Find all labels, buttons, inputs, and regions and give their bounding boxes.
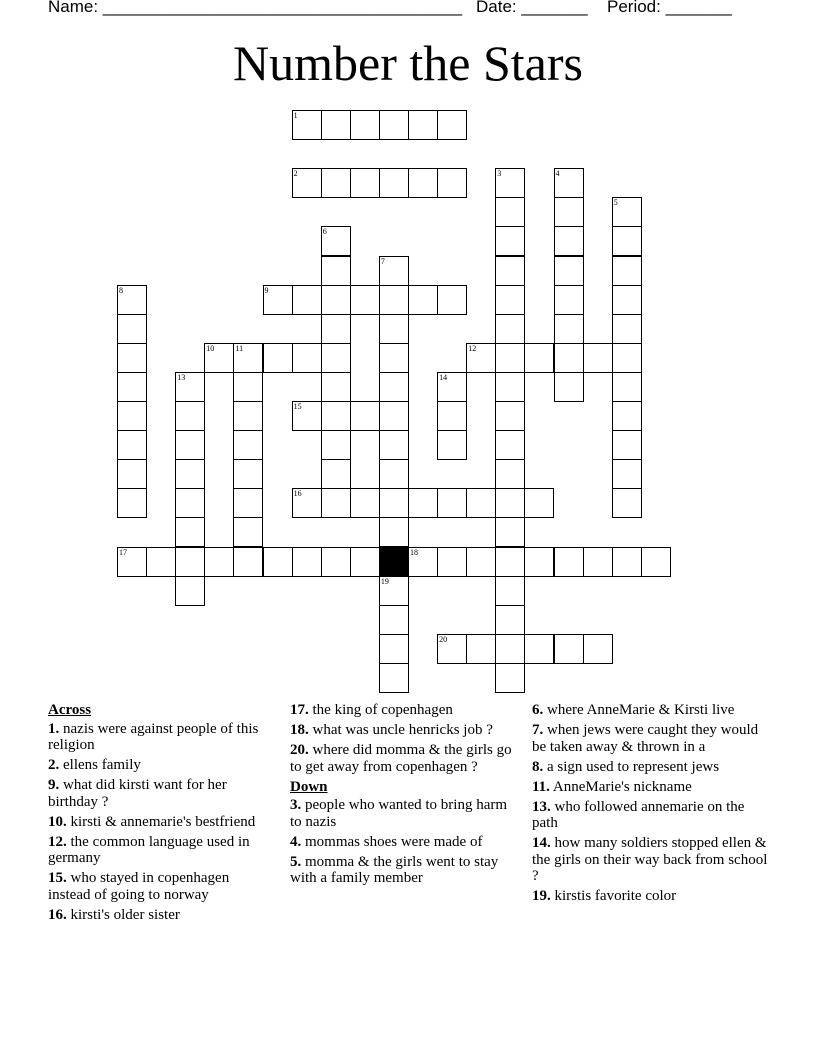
grid-cell[interactable]	[554, 314, 584, 344]
grid-cell[interactable]	[233, 372, 263, 402]
grid-cell[interactable]	[350, 547, 380, 577]
clue-number-14: 14	[439, 372, 448, 382]
grid-cell[interactable]	[117, 488, 147, 518]
grid-cell[interactable]	[495, 517, 525, 547]
grid-cell[interactable]	[495, 605, 525, 635]
clue-down-6: 6. where AnneMarie & Kirsti live	[532, 702, 735, 718]
clue-down-8: 8. a sign used to represent jews	[532, 758, 720, 775]
grid-cell[interactable]	[146, 547, 176, 577]
grid-cell[interactable]	[175, 488, 205, 518]
grid-cell[interactable]	[466, 547, 496, 577]
grid-cell[interactable]	[292, 343, 322, 373]
down-heading: Down	[290, 778, 328, 795]
grid-cell[interactable]	[408, 168, 438, 198]
grid-cell[interactable]	[321, 547, 351, 577]
grid-cell[interactable]	[321, 256, 351, 286]
grid-cell[interactable]	[612, 197, 642, 227]
grid-cell[interactable]	[117, 372, 147, 402]
grid-cell[interactable]	[292, 168, 322, 198]
grid-cell[interactable]	[379, 576, 409, 606]
grid-cell[interactable]	[175, 430, 205, 460]
clue-down-3: 3. people who wanted to bring harm to nazis	[290, 797, 508, 830]
clue-column-1	[48, 702, 268, 927]
grid-cell[interactable]	[437, 168, 467, 198]
clue-number-4: 4	[555, 169, 560, 179]
grid-cell[interactable]	[175, 459, 205, 489]
grid-cell[interactable]	[263, 343, 293, 373]
grid-cell[interactable]	[379, 430, 409, 460]
grid-cell[interactable]	[379, 256, 409, 286]
grid-cell[interactable]	[117, 547, 147, 577]
grid-cell[interactable]	[350, 168, 380, 198]
grid-cell[interactable]	[379, 110, 409, 140]
across-heading: Across	[48, 702, 92, 718]
clue-number-1: 1	[293, 111, 298, 120]
grid-cell[interactable]	[233, 547, 263, 577]
clue-number-2: 2	[293, 169, 298, 179]
grid-cell[interactable]	[117, 459, 147, 489]
clue-number-7: 7	[380, 256, 385, 266]
grid-cell[interactable]	[437, 547, 467, 577]
clue-number-16: 16	[293, 489, 302, 499]
clue-column-3	[532, 702, 772, 908]
grid-cell[interactable]	[263, 285, 293, 315]
grid-cell[interactable]	[408, 547, 438, 577]
grid-cell[interactable]	[495, 256, 525, 286]
grid-cell[interactable]	[495, 372, 525, 402]
grid-cell[interactable]	[233, 401, 263, 431]
grid-cell[interactable]	[495, 430, 525, 460]
grid-cell[interactable]	[495, 488, 525, 518]
period-field-label[interactable]: Period: _______	[607, 0, 732, 16]
grid-cell[interactable]	[495, 547, 525, 577]
clue-number-13: 13	[177, 372, 186, 382]
grid-cell[interactable]	[379, 314, 409, 344]
grid-cell[interactable]	[437, 372, 467, 402]
grid-cell[interactable]	[379, 459, 409, 489]
grid-cell[interactable]	[175, 517, 205, 547]
grid-cell[interactable]	[612, 343, 642, 373]
grid-cell[interactable]	[524, 488, 554, 518]
grid-cell[interactable]	[321, 168, 351, 198]
grid-cell[interactable]	[612, 401, 642, 431]
grid-cell[interactable]	[321, 372, 351, 402]
grid-cell[interactable]	[233, 343, 263, 373]
grid-cell[interactable]	[379, 285, 409, 315]
grid-cell[interactable]	[350, 285, 380, 315]
grid-cell[interactable]	[583, 547, 613, 577]
grid-cell[interactable]	[466, 488, 496, 518]
grid-cell[interactable]	[524, 547, 554, 577]
grid-cell[interactable]	[612, 372, 642, 402]
grid-cell[interactable]	[583, 343, 613, 373]
grid-cell[interactable]	[117, 285, 147, 315]
grid-cell[interactable]	[495, 634, 525, 664]
grid-cell[interactable]	[495, 343, 525, 373]
grid-cell[interactable]	[554, 372, 584, 402]
clue-across-16: 16. kirsti's older sister	[48, 906, 180, 923]
grid-black-cell	[379, 547, 409, 577]
grid-cell[interactable]	[379, 168, 409, 198]
grid-cell[interactable]	[612, 285, 642, 315]
grid-cell[interactable]	[321, 343, 351, 373]
grid-cell[interactable]	[495, 576, 525, 606]
grid-cell[interactable]	[554, 226, 584, 256]
clue-down-14: 14. how many soldiers stopped ellen & the girls on their way back from school ?	[532, 835, 768, 884]
clue-across-9: 9. what did kirsti want for her birthday ?	[48, 777, 227, 810]
grid-cell[interactable]	[437, 488, 467, 518]
grid-cell[interactable]	[263, 547, 293, 577]
grid-cell[interactable]	[437, 430, 467, 460]
grid-cell[interactable]	[321, 314, 351, 344]
clue-number-5: 5	[613, 198, 618, 208]
clue-down-7: 7. when jews were caught they would be taken away & thrown in a	[532, 722, 759, 755]
grid-cell[interactable]	[408, 110, 438, 140]
clue-across-10: 10. kirsti & annemarie's bestfriend	[48, 813, 256, 830]
grid-cell[interactable]	[495, 663, 525, 693]
clue-across-15: 15. who stayed in copenhagen instead of going to norway	[48, 870, 230, 903]
grid-cell[interactable]	[321, 110, 351, 140]
grid-cell[interactable]	[583, 634, 613, 664]
grid-cell[interactable]	[204, 343, 234, 373]
grid-cell[interactable]	[321, 459, 351, 489]
grid-cell[interactable]	[379, 372, 409, 402]
grid-cell[interactable]	[350, 110, 380, 140]
clue-number-10: 10	[206, 343, 215, 353]
grid-cell[interactable]	[524, 343, 554, 373]
grid-cell[interactable]	[117, 401, 147, 431]
grid-cell[interactable]	[437, 285, 467, 315]
grid-cell[interactable]	[233, 488, 263, 518]
grid-cell[interactable]	[554, 285, 584, 315]
grid-cell[interactable]	[554, 256, 584, 286]
grid-cell[interactable]	[524, 634, 554, 664]
clue-number-15: 15	[293, 402, 302, 411]
grid-cell[interactable]	[437, 634, 467, 664]
grid-cell[interactable]	[495, 168, 525, 198]
grid-cell[interactable]	[612, 547, 642, 577]
grid-cell[interactable]	[612, 488, 642, 518]
grid-cell[interactable]	[408, 285, 438, 315]
grid-cell[interactable]	[292, 110, 322, 140]
date-field-label[interactable]: Date: _______	[476, 0, 588, 16]
grid-cell[interactable]	[612, 256, 642, 286]
grid-cell[interactable]	[612, 430, 642, 460]
clue-number-18: 18	[410, 547, 418, 557]
grid-cell[interactable]	[292, 401, 322, 431]
clue-number-19: 19	[380, 576, 389, 586]
grid-cell[interactable]	[379, 488, 409, 518]
grid-cell[interactable]	[495, 314, 525, 344]
clue-down-13: 13. who followed annemarie on the path	[532, 798, 745, 831]
grid-cell[interactable]	[233, 430, 263, 460]
clue-number-3: 3	[497, 169, 502, 179]
grid-cell[interactable]	[175, 401, 205, 431]
grid-cell[interactable]	[379, 663, 409, 693]
grid-cell[interactable]	[204, 547, 234, 577]
grid-cell[interactable]	[612, 226, 642, 256]
clue-down-19: 19. kirstis favorite color	[532, 888, 677, 904]
grid-cell[interactable]	[408, 488, 438, 518]
grid-cell[interactable]	[292, 285, 322, 315]
grid-cell[interactable]	[175, 547, 205, 577]
clue-across-18: 18. what was uncle henricks job ?	[290, 722, 493, 738]
grid-cell[interactable]	[612, 459, 642, 489]
clue-number-12: 12	[468, 343, 477, 353]
grid-cell[interactable]	[117, 314, 147, 344]
grid-cell[interactable]	[437, 110, 467, 140]
grid-cell[interactable]	[495, 459, 525, 489]
grid-cell[interactable]	[350, 401, 380, 431]
grid-cell[interactable]	[554, 168, 584, 198]
grid-cell[interactable]	[554, 343, 584, 373]
name-field-label[interactable]: Name: ______________________________________	[48, 0, 463, 16]
grid-cell[interactable]	[466, 343, 496, 373]
clue-across-12: 12. the common language used in germany	[48, 833, 250, 866]
clue-number-11: 11	[235, 343, 244, 353]
grid-cell[interactable]	[495, 401, 525, 431]
grid-cell[interactable]	[233, 517, 263, 547]
clue-down-4: 4. mommas shoes were made of	[290, 833, 483, 850]
clue-number-6: 6	[322, 227, 327, 237]
grid-cell[interactable]	[437, 401, 467, 431]
clue-across-1: 1. nazis were against people of this religion	[48, 720, 259, 753]
grid-cell[interactable]	[379, 634, 409, 664]
grid-cell[interactable]	[641, 547, 671, 577]
clue-down-11: 11. AnneMarie's nickname	[532, 778, 692, 795]
grid-cell[interactable]	[554, 197, 584, 227]
clue-across-20: 20. where did momma & the girls go to get away from copenhagen ?	[290, 742, 512, 775]
grid-cell[interactable]	[379, 605, 409, 635]
grid-cell[interactable]	[495, 285, 525, 315]
grid-cell[interactable]	[292, 488, 322, 518]
grid-cell[interactable]	[554, 634, 584, 664]
grid-cell[interactable]	[321, 285, 351, 315]
grid-cell[interactable]	[233, 459, 263, 489]
grid-cell[interactable]	[117, 430, 147, 460]
page-title: Number the Stars	[233, 35, 583, 91]
grid-cell[interactable]	[379, 401, 409, 431]
clue-number-20: 20	[439, 634, 448, 644]
clue-across-17: 17. the king of copenhagen	[290, 702, 453, 718]
clue-number-17: 17	[119, 547, 127, 557]
grid-cell[interactable]	[612, 314, 642, 344]
grid-cell[interactable]	[321, 488, 351, 518]
grid-cell[interactable]	[321, 401, 351, 431]
worksheet-header	[48, 0, 748, 19]
grid-cell[interactable]	[117, 343, 147, 373]
clue-number-9: 9	[264, 285, 269, 295]
grid-cell[interactable]	[292, 547, 322, 577]
grid-cell[interactable]	[379, 517, 409, 547]
grid-cell[interactable]	[350, 488, 380, 518]
grid-cell[interactable]	[495, 197, 525, 227]
grid-cell[interactable]	[175, 372, 205, 402]
grid-cell[interactable]	[554, 547, 584, 577]
clue-number-8: 8	[119, 285, 123, 295]
clue-column-2	[290, 702, 512, 890]
clue-down-5: 5. momma & the girls went to stay with a family member	[290, 853, 499, 886]
grid-cell[interactable]	[175, 576, 205, 606]
grid-cell[interactable]	[321, 226, 351, 256]
grid-cell[interactable]	[321, 430, 351, 460]
grid-cell[interactable]	[466, 634, 496, 664]
grid-cell[interactable]	[495, 226, 525, 256]
grid-cell[interactable]	[379, 343, 409, 373]
clue-across-2: 2. ellens family	[48, 757, 141, 773]
